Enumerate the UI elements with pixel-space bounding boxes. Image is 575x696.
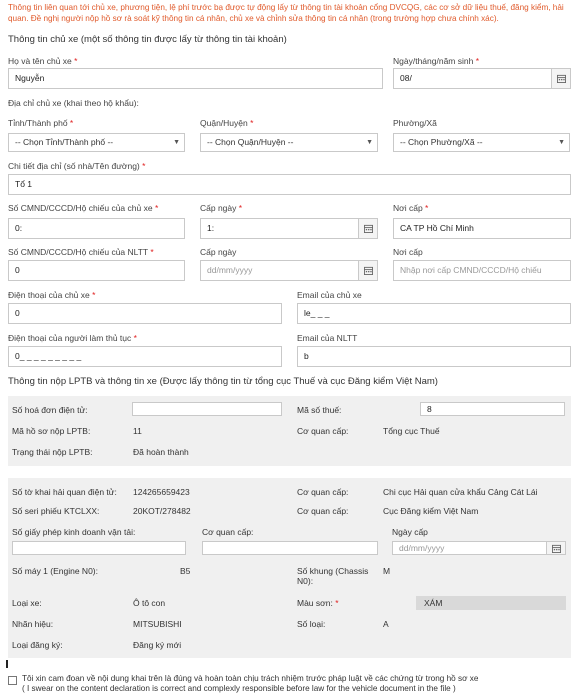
issue-date-label: Cấp ngày * — [200, 203, 243, 213]
chevron-down-icon: ▼ — [366, 139, 373, 146]
tax-agency-label: Cơ quan cấp: — [297, 426, 349, 436]
color-value: XÁM — [416, 596, 566, 610]
license-agency-label: Cơ quan cấp: — [202, 527, 254, 537]
province-select[interactable]: -- Chọn Tỉnh/Thành phố -- ▼ — [8, 133, 185, 152]
license-agency-input[interactable] — [202, 541, 378, 555]
ward-select[interactable]: -- Chọn Phường/Xã -- ▼ — [393, 133, 570, 152]
serial-value: 20KOT/278482 — [133, 506, 191, 516]
calendar-icon[interactable] — [358, 261, 377, 280]
declaration-text: Tôi xin cam đoan về nội dung khai trên là đúng và hoàn toàn chịu trách nhiệm trước pháp luật về các chứng từ trong hồ sơ xe ( I swear on the content declaration is correct and complexly responsible before law for the vehicle document in the file ) — [22, 674, 479, 693]
owner-id-input[interactable]: 0: — [8, 218, 185, 239]
license-input[interactable] — [12, 541, 186, 555]
address-detail-label: Chi tiết địa chỉ (số nhà/Tên đường) * — [8, 161, 146, 171]
district-label: Quận/Huyện * — [200, 118, 254, 128]
address-label: Địa chỉ chủ xe (khai theo hộ khẩu): — [8, 98, 139, 108]
calendar-icon[interactable] — [551, 69, 570, 88]
applicant-phone-input[interactable]: 0_ _ _ _ _ _ _ _ _ — [8, 346, 282, 367]
issue-place-input[interactable]: CA TP Hồ Chí Minh — [393, 218, 571, 239]
model-value: A — [383, 619, 389, 629]
nltt-issue-place-label: Nơi cấp — [393, 247, 423, 257]
vehicle-type-value: Ô tô con — [133, 598, 166, 608]
brand-label: Nhãn hiệu: — [12, 619, 54, 629]
applicant-phone-label: Điện thoại của người làm thủ tục * — [8, 333, 137, 343]
nltt-issue-place-input[interactable]: Nhập nơi cấp CMND/CCCD/Hộ chiếu — [393, 260, 571, 281]
license-date-input[interactable]: dd/mm/yyyy — [392, 541, 566, 555]
reg-type-label: Loại đăng ký: — [12, 640, 63, 650]
cursor-mark — [6, 660, 8, 668]
serial-label: Số seri phiếu KTCLXX: — [12, 506, 100, 516]
brand-value: MITSUBISHI — [133, 619, 182, 629]
status-label: Trạng thái nộp LPTB: — [12, 447, 93, 457]
color-label: Màu sơn: * — [297, 598, 339, 608]
registry-agency-label: Cơ quan cấp: — [297, 506, 349, 516]
owner-id-label: Số CMND/CCCD/Hộ chiếu của chủ xe * — [8, 203, 159, 213]
nltt-id-input[interactable]: 0 — [8, 260, 185, 281]
tax-agency-value: Tổng cục Thuế — [383, 426, 440, 436]
license-label: Số giấy phép kinh doanh vận tải: — [12, 527, 136, 537]
nltt-issue-date-input[interactable]: dd/mm/yyyy — [200, 260, 378, 281]
owner-section-title: Thông tin chủ xe (một số thông tin được lấy từ thông tin tài khoản) — [8, 34, 287, 45]
license-date-label: Ngày cấp — [392, 527, 428, 537]
reg-type-value: Đăng ký mới — [133, 640, 182, 650]
chevron-down-icon: ▼ — [558, 139, 565, 146]
customs-agency-label: Cơ quan cấp: — [297, 487, 349, 497]
chassis-label: Số khung (Chassis N0): — [297, 566, 369, 586]
customs-value: 124265659423 — [133, 487, 190, 497]
engine-value: B5 — [180, 566, 191, 576]
phone-label: Điện thoại của chủ xe * — [8, 290, 96, 300]
dob-label: Ngày/tháng/năm sinh * — [393, 56, 480, 66]
dob-input[interactable]: 08/ — [393, 68, 571, 89]
tax-section-title: Thông tin nộp LPTB và thông tin xe (Được lấy thông tin từ tổng cục Thuế và cục Đăng kiểm Việt Nam) — [8, 376, 438, 387]
owner-name-label: Họ và tên chủ xe * — [8, 56, 78, 66]
calendar-icon[interactable] — [358, 219, 377, 238]
chassis-value: M — [383, 566, 391, 576]
info-notice: Thông tin liên quan tới chủ xe, phương tiện, lệ phí trước bạ được tự động lấy từ thông tin tài khoản cổng DVCQG, các cơ sở dữ liệu thuế, đăng kiểm, hải quan. Đề nghị người nộp hồ sơ rà soát kỹ thông tin cá nhân, chủ xe và chỉnh sửa thông tin cá nhân (trong trường hợp chưa chính xác). — [8, 3, 564, 23]
issue-date-input[interactable]: 1: — [200, 218, 378, 239]
address-detail-input[interactable]: Tổ 1 — [8, 174, 571, 195]
customs-label: Số tờ khai hải quan điện tử: — [12, 487, 117, 497]
status-value: Đã hoàn thành — [133, 447, 189, 457]
email-label: Email của chủ xe — [297, 290, 362, 300]
customs-agency-value: Chi cục Hải quan cửa khẩu Cảng Cát Lái — [383, 487, 538, 497]
nltt-email-input[interactable]: b — [297, 346, 571, 367]
vehicle-type-label: Loại xe: — [12, 598, 42, 608]
invoice-label: Số hoá đơn điện tử: — [12, 405, 88, 415]
lptb-code-label: Mã hồ sơ nộp LPTB: — [12, 426, 91, 436]
registry-agency-value: Cục Đăng kiểm Việt Nam — [383, 506, 479, 516]
nltt-id-label: Số CMND/CCCD/Hộ chiếu của NLTT * — [8, 247, 154, 257]
phone-input[interactable]: 0 — [8, 303, 282, 324]
province-label: Tỉnh/Thành phố * — [8, 118, 74, 128]
engine-label: Số máy 1 (Engine N0): — [12, 566, 98, 576]
tax-code-label: Mã số thuế: — [297, 405, 342, 415]
invoice-input[interactable] — [132, 402, 282, 416]
owner-name-input[interactable]: Nguyễn — [8, 68, 383, 89]
calendar-icon[interactable] — [546, 542, 565, 554]
issue-place-label: Nơi cấp * — [393, 203, 429, 213]
lptb-code-value: 11 — [133, 426, 142, 436]
district-select[interactable]: -- Chọn Quận/Huyện -- ▼ — [200, 133, 378, 152]
nltt-email-label: Email của NLTT — [297, 333, 358, 343]
declaration-checkbox[interactable] — [8, 676, 17, 685]
email-input[interactable]: le_ _ _ — [297, 303, 571, 324]
tax-code-input[interactable]: 8 — [420, 402, 565, 416]
chevron-down-icon: ▼ — [173, 139, 180, 146]
nltt-issue-date-label: Cấp ngày — [200, 247, 237, 257]
model-label: Số loại: — [297, 619, 326, 629]
ward-label: Phường/Xã — [393, 118, 437, 128]
